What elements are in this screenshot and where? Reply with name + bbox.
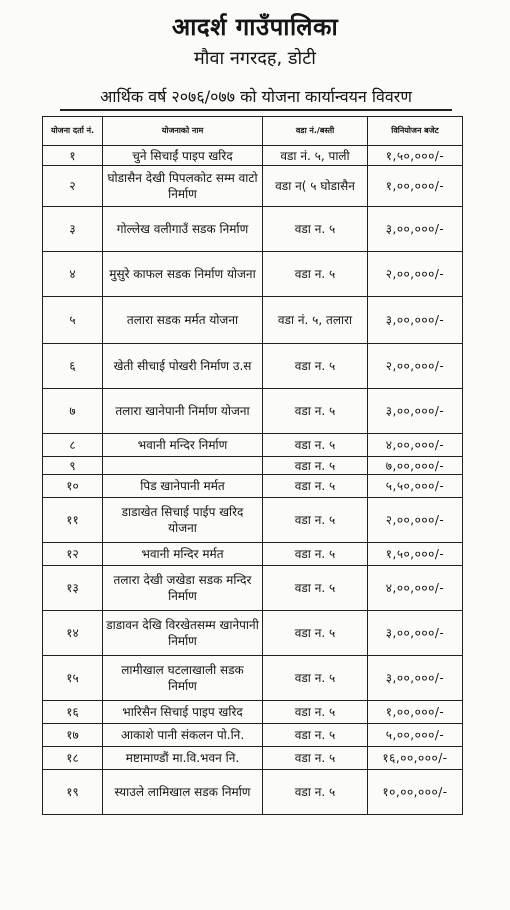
cell-sn: ७ [43,389,103,434]
cell-name: आकाशे पानी संकलन पो.नि. [103,724,263,747]
cell-ward: वडा न. ५ [263,701,368,724]
cell-budget: १०,००,०००/- [368,770,463,815]
table-row [43,770,463,815]
document-subtitle: आर्थिक वर्ष २०७६/०७७ को योजना कार्यान्वयन विवरण [60,85,452,111]
cell-name [103,457,263,475]
cell-budget: ३,००,०००/- [368,389,463,434]
cell-sn: ३ [43,207,103,252]
table-row [43,656,463,701]
cell-ward: वडा न. ५ [263,656,368,701]
cell-ward: वडा न. ५ [263,611,368,656]
table-row [43,207,463,252]
cell-budget: ७,००,०००/- [368,457,463,475]
table-row [43,389,463,434]
cell-sn: १२ [43,543,103,566]
table-row [43,457,463,475]
cell-budget: ३,००,०००/- [368,611,463,656]
table-row [43,701,463,724]
document-title: आदर्श गाउँपालिका [171,13,339,41]
cell-name: तलारा सडक मर्मत योजना [103,297,263,344]
cell-sn: १४ [43,611,103,656]
cell-ward: वडा न. ५ [263,389,368,434]
cell-name: तलारा देखी जखेडा सडक मन्दिर निर्माण [103,566,263,611]
cell-sn: २ [43,166,103,207]
cell-budget: ३,००,०००/- [368,656,463,701]
cell-sn: १६ [43,701,103,724]
cell-ward: वडा नं. ५, तलारा [263,297,368,344]
cell-ward: वडा न( ५ घोडासैन [263,166,368,207]
cell-ward: वडा न. ५ [263,457,368,475]
column-header-budget: विनियोजन बजेट [368,117,463,146]
cell-ward: वडा न. ५ [263,207,368,252]
cell-name: खेती सीचाई पोखरी निर्माण उ.स [103,344,263,389]
project-table [42,116,463,815]
cell-name: भवानी मन्दिर मर्मत [103,543,263,566]
cell-name: डाडाखेत सिचाई पाईप खरिद योजना [103,498,263,543]
cell-budget: ४,००,०००/- [368,434,463,457]
table-row [43,724,463,747]
cell-budget: १,५०,०००/- [368,146,463,166]
cell-budget: ३,००,०००/- [368,207,463,252]
table-row [43,344,463,389]
cell-name: पिड खानेपानी मर्मत [103,475,263,498]
cell-ward: वडा न. ५ [263,770,368,815]
cell-budget: २,००,०००/- [368,498,463,543]
cell-ward: वडा न. ५ [263,566,368,611]
table-row [43,498,463,543]
cell-budget: ५,००,०००/- [368,724,463,747]
cell-budget: १६,००,०००/- [368,747,463,770]
cell-name: मुसुरे काफल सडक निर्माण योजना [103,252,263,297]
cell-name: गोल्लेख वलीगाउँ सडक निर्माण [103,207,263,252]
cell-sn: ६ [43,344,103,389]
cell-sn: ८ [43,434,103,457]
cell-ward: वडा न. ५ [263,344,368,389]
table-row [43,434,463,457]
cell-sn: १९ [43,770,103,815]
table-row [43,543,463,566]
cell-sn: ४ [43,252,103,297]
column-header-sn: योजना दर्ता नं. [43,117,103,146]
cell-budget: ४,००,०००/- [368,566,463,611]
table-row [43,252,463,297]
document-location: मौवा नगरदह, डोटी [194,48,316,69]
cell-budget: ५,५०,०००/- [368,475,463,498]
cell-sn: ९ [43,457,103,475]
cell-name: स्याउले लामिखाल सडक निर्माण [103,770,263,815]
cell-name: चुने सिचाईं पाइप खरिद [103,146,263,166]
cell-name: डाडावन देखि विरखेतसम्म खानेपानी निर्माण [103,611,263,656]
table-row [43,566,463,611]
cell-sn: ११ [43,498,103,543]
cell-name: भारिसैन सिचाई पाइप खरिद [103,701,263,724]
cell-ward: वडा न. ५ [263,498,368,543]
cell-ward: वडा न. ५ [263,747,368,770]
cell-name: मष्टामाण्डौं मा.वि.भवन नि. [103,747,263,770]
cell-budget: २,००,०००/- [368,252,463,297]
cell-budget: १,००,०००/- [368,166,463,207]
cell-budget: २,००,०००/- [368,344,463,389]
table-row [43,146,463,166]
column-header-name: योजनाको नाम [103,117,263,146]
cell-sn: ५ [43,297,103,344]
cell-ward: वडा न. ५ [263,475,368,498]
table-header-row [43,117,463,146]
table-row [43,297,463,344]
cell-budget: १,५०,०००/- [368,543,463,566]
cell-name: लामीखाल घटलाखाली सडक निर्माण [103,656,263,701]
table-row [43,747,463,770]
cell-sn: १० [43,475,103,498]
cell-sn: १७ [43,724,103,747]
cell-ward: वडा न. ५ [263,252,368,297]
cell-name: घोडासैन देखी पिपलकोट सम्म वाटो निर्माण [103,166,263,207]
cell-ward: वडा न. ५ [263,724,368,747]
cell-name: तलारा खानेपानी निर्माण योजना [103,389,263,434]
cell-name: भवानी मन्दिर निर्माण [103,434,263,457]
table-row [43,475,463,498]
cell-ward: वडा नं. ५, पाली [263,146,368,166]
cell-sn: १८ [43,747,103,770]
cell-sn: १३ [43,566,103,611]
cell-budget: ३,००,०००/- [368,297,463,344]
cell-ward: वडा न. ५ [263,434,368,457]
cell-ward: वडा न. ५ [263,543,368,566]
cell-budget: १,००,०००/- [368,701,463,724]
column-header-ward: वडा नं./बस्ती [263,117,368,146]
table-row [43,166,463,207]
table-row [43,611,463,656]
cell-sn: १५ [43,656,103,701]
cell-sn: १ [43,146,103,166]
